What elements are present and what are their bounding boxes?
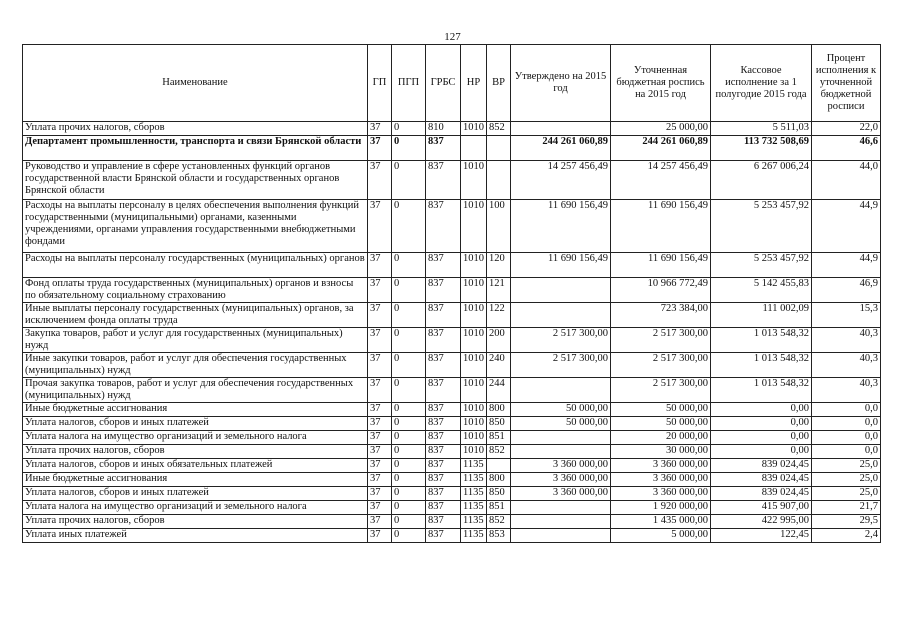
cell-cash: 5 142 455,83 [711, 278, 812, 303]
cell-vr: 850 [487, 487, 511, 501]
cell-vr: 852 [487, 515, 511, 529]
cell-percent: 21,7 [812, 501, 881, 515]
cell-name: Уплата налога на имущество организаций и земельного налога [23, 501, 368, 515]
cell-gp: 37 [368, 353, 392, 378]
cell-pgp: 0 [392, 417, 426, 431]
cell-name: Уплата налогов, сборов и иных обязательных платежей [23, 459, 368, 473]
header-gp: ГП [368, 45, 392, 122]
header-percent: Процент исполнения к уточненной бюджетной росписи [812, 45, 881, 122]
cell-refined: 723 384,00 [611, 303, 711, 328]
cell-np: 1010 [461, 303, 487, 328]
cell-pgp: 0 [392, 501, 426, 515]
cell-gp: 37 [368, 417, 392, 431]
cell-np [461, 136, 487, 161]
cell-percent: 46,9 [812, 278, 881, 303]
cell-gp: 37 [368, 253, 392, 278]
cell-name: Уплата иных платежей [23, 529, 368, 543]
cell-gp: 37 [368, 515, 392, 529]
cell-grbs: 837 [426, 487, 461, 501]
cell-vr: 240 [487, 353, 511, 378]
cell-percent: 0,0 [812, 431, 881, 445]
cell-approved: 244 261 060,89 [511, 136, 611, 161]
cell-refined: 2 517 300,00 [611, 328, 711, 353]
cell-approved [511, 303, 611, 328]
cell-grbs: 837 [426, 445, 461, 459]
cell-name: Департамент промышленности, транспорта и связи Брянской области [23, 136, 368, 161]
cell-name: Руководство и управление в сфере установленных функций органов государственной власти Брянской области и государственных органов Брянской области [23, 161, 368, 200]
cell-approved [511, 431, 611, 445]
cell-refined: 2 517 300,00 [611, 378, 711, 403]
cell-refined: 50 000,00 [611, 417, 711, 431]
cell-gp: 37 [368, 303, 392, 328]
cell-refined: 14 257 456,49 [611, 161, 711, 200]
cell-percent: 25,0 [812, 459, 881, 473]
cell-grbs: 837 [426, 161, 461, 200]
cell-cash: 5 511,03 [711, 122, 812, 136]
cell-cash: 839 024,45 [711, 459, 812, 473]
cell-percent: 2,4 [812, 529, 881, 543]
cell-percent: 0,0 [812, 417, 881, 431]
table-row [23, 445, 881, 459]
cell-cash: 839 024,45 [711, 487, 812, 501]
cell-name: Уплата налогов, сборов и иных платежей [23, 417, 368, 431]
cell-refined: 1 435 000,00 [611, 515, 711, 529]
cell-refined: 3 360 000,00 [611, 473, 711, 487]
cell-approved [511, 515, 611, 529]
cell-np: 1010 [461, 253, 487, 278]
cell-name: Уплата прочих налогов, сборов [23, 122, 368, 136]
cell-approved [511, 445, 611, 459]
cell-cash: 422 995,00 [711, 515, 812, 529]
cell-cash: 1 013 548,32 [711, 328, 812, 353]
cell-refined: 3 360 000,00 [611, 459, 711, 473]
cell-np: 1010 [461, 353, 487, 378]
table-row [23, 200, 881, 253]
cell-np: 1010 [461, 200, 487, 253]
cell-vr: 120 [487, 253, 511, 278]
cell-gp: 37 [368, 328, 392, 353]
cell-cash: 5 253 457,92 [711, 200, 812, 253]
cell-refined: 30 000,00 [611, 445, 711, 459]
cell-refined: 3 360 000,00 [611, 487, 711, 501]
cell-vr: 800 [487, 403, 511, 417]
table-row [23, 378, 881, 403]
cell-np: 1135 [461, 515, 487, 529]
cell-gp: 37 [368, 122, 392, 136]
cell-np: 1010 [461, 328, 487, 353]
cell-vr: 850 [487, 417, 511, 431]
cell-vr: 244 [487, 378, 511, 403]
cell-np: 1010 [461, 161, 487, 200]
cell-name: Уплата прочих налогов, сборов [23, 445, 368, 459]
header-row [23, 45, 881, 122]
table-row [23, 403, 881, 417]
cell-cash: 1 013 548,32 [711, 353, 812, 378]
cell-np: 1010 [461, 445, 487, 459]
cell-vr [487, 136, 511, 161]
cell-grbs: 837 [426, 353, 461, 378]
cell-gp: 37 [368, 403, 392, 417]
header-grbs: ГРБС [426, 45, 461, 122]
cell-approved [511, 501, 611, 515]
cell-percent: 25,0 [812, 487, 881, 501]
cell-np: 1135 [461, 473, 487, 487]
cell-vr: 100 [487, 200, 511, 253]
cell-percent: 29,5 [812, 515, 881, 529]
cell-grbs: 837 [426, 253, 461, 278]
cell-pgp: 0 [392, 303, 426, 328]
cell-gp: 37 [368, 378, 392, 403]
cell-pgp: 0 [392, 278, 426, 303]
cell-np: 1010 [461, 403, 487, 417]
cell-gp: 37 [368, 136, 392, 161]
cell-gp: 37 [368, 529, 392, 543]
cell-pgp: 0 [392, 529, 426, 543]
header-cash: Кассовое исполнение за 1 полугодие 2015 года [711, 45, 812, 122]
table-row [23, 473, 881, 487]
cell-approved: 11 690 156,49 [511, 253, 611, 278]
cell-vr: 851 [487, 431, 511, 445]
cell-approved: 50 000,00 [511, 403, 611, 417]
cell-percent: 46,6 [812, 136, 881, 161]
cell-name: Закупка товаров, работ и услуг для государственных (муниципальных) нужд [23, 328, 368, 353]
cell-percent: 0,0 [812, 403, 881, 417]
cell-gp: 37 [368, 161, 392, 200]
cell-gp: 37 [368, 200, 392, 253]
cell-np: 1010 [461, 278, 487, 303]
cell-percent: 44,9 [812, 253, 881, 278]
cell-grbs: 837 [426, 403, 461, 417]
cell-approved [511, 378, 611, 403]
cell-gp: 37 [368, 445, 392, 459]
header-vr: ВР [487, 45, 511, 122]
cell-pgp: 0 [392, 122, 426, 136]
cell-approved: 50 000,00 [511, 417, 611, 431]
cell-pgp: 0 [392, 515, 426, 529]
table-row [23, 122, 881, 136]
cell-pgp: 0 [392, 445, 426, 459]
cell-name: Иные бюджетные ассигнования [23, 403, 368, 417]
cell-percent: 40,3 [812, 353, 881, 378]
cell-approved: 14 257 456,49 [511, 161, 611, 200]
cell-refined: 11 690 156,49 [611, 200, 711, 253]
cell-cash: 113 732 508,69 [711, 136, 812, 161]
cell-refined: 11 690 156,49 [611, 253, 711, 278]
table-row [23, 529, 881, 543]
cell-vr: 852 [487, 122, 511, 136]
cell-grbs: 837 [426, 529, 461, 543]
cell-refined: 10 966 772,49 [611, 278, 711, 303]
cell-cash: 415 907,00 [711, 501, 812, 515]
cell-name: Иные бюджетные ассигнования [23, 473, 368, 487]
cell-grbs: 837 [426, 200, 461, 253]
table-row [23, 328, 881, 353]
cell-name: Расходы на выплаты персоналу государственных (муниципальных) органов [23, 253, 368, 278]
cell-cash: 0,00 [711, 403, 812, 417]
cell-vr [487, 459, 511, 473]
table-row [23, 161, 881, 200]
cell-refined: 2 517 300,00 [611, 353, 711, 378]
cell-refined: 5 000,00 [611, 529, 711, 543]
cell-grbs: 837 [426, 417, 461, 431]
cell-pgp: 0 [392, 161, 426, 200]
cell-pgp: 0 [392, 378, 426, 403]
cell-refined: 1 920 000,00 [611, 501, 711, 515]
table-row [23, 487, 881, 501]
cell-grbs: 837 [426, 303, 461, 328]
table-row [23, 431, 881, 445]
cell-grbs: 837 [426, 278, 461, 303]
cell-cash: 0,00 [711, 431, 812, 445]
cell-vr: 852 [487, 445, 511, 459]
page-number: 127 [444, 31, 461, 43]
cell-approved: 2 517 300,00 [511, 353, 611, 378]
cell-refined: 244 261 060,89 [611, 136, 711, 161]
cell-pgp: 0 [392, 353, 426, 378]
cell-pgp: 0 [392, 253, 426, 278]
cell-refined: 20 000,00 [611, 431, 711, 445]
cell-pgp: 0 [392, 403, 426, 417]
cell-grbs: 837 [426, 501, 461, 515]
cell-approved [511, 278, 611, 303]
cell-gp: 37 [368, 459, 392, 473]
table-row [23, 136, 881, 161]
budget-table [22, 44, 881, 543]
header-pgp: ПГП [392, 45, 426, 122]
cell-grbs: 810 [426, 122, 461, 136]
cell-np: 1010 [461, 431, 487, 445]
table-row [23, 253, 881, 278]
cell-cash: 6 267 006,24 [711, 161, 812, 200]
cell-grbs: 837 [426, 378, 461, 403]
header-approved: Утверждено на 2015 год [511, 45, 611, 122]
cell-np: 1135 [461, 529, 487, 543]
cell-refined: 25 000,00 [611, 122, 711, 136]
cell-vr: 851 [487, 501, 511, 515]
cell-percent: 0,0 [812, 445, 881, 459]
cell-grbs: 837 [426, 136, 461, 161]
cell-cash: 1 013 548,32 [711, 378, 812, 403]
cell-approved: 2 517 300,00 [511, 328, 611, 353]
cell-name: Прочая закупка товаров, работ и услуг для обеспечения государственных (муниципальных) нужд [23, 378, 368, 403]
table-row [23, 515, 881, 529]
cell-percent: 40,3 [812, 378, 881, 403]
cell-cash: 0,00 [711, 445, 812, 459]
cell-name: Уплата налогов, сборов и иных платежей [23, 487, 368, 501]
cell-np: 1135 [461, 487, 487, 501]
cell-cash: 122,45 [711, 529, 812, 543]
cell-percent: 22,0 [812, 122, 881, 136]
cell-cash: 0,00 [711, 417, 812, 431]
cell-np: 1010 [461, 417, 487, 431]
cell-percent: 15,3 [812, 303, 881, 328]
cell-approved [511, 122, 611, 136]
cell-grbs: 837 [426, 328, 461, 353]
cell-name: Уплата прочих налогов, сборов [23, 515, 368, 529]
cell-percent: 40,3 [812, 328, 881, 353]
table-row [23, 501, 881, 515]
cell-grbs: 837 [426, 459, 461, 473]
cell-approved: 3 360 000,00 [511, 459, 611, 473]
cell-np: 1135 [461, 501, 487, 515]
cell-pgp: 0 [392, 136, 426, 161]
cell-np: 1010 [461, 122, 487, 136]
table-body [23, 122, 881, 543]
cell-refined: 50 000,00 [611, 403, 711, 417]
header-refined: Уточненная бюджетная роспись на 2015 год [611, 45, 711, 122]
cell-pgp: 0 [392, 459, 426, 473]
cell-vr [487, 161, 511, 200]
cell-grbs: 837 [426, 473, 461, 487]
cell-gp: 37 [368, 473, 392, 487]
header-np: НР [461, 45, 487, 122]
cell-pgp: 0 [392, 473, 426, 487]
cell-percent: 44,0 [812, 161, 881, 200]
cell-vr: 122 [487, 303, 511, 328]
cell-vr: 853 [487, 529, 511, 543]
cell-percent: 44,9 [812, 200, 881, 253]
cell-pgp: 0 [392, 431, 426, 445]
table-row [23, 303, 881, 328]
cell-pgp: 0 [392, 487, 426, 501]
cell-vr: 800 [487, 473, 511, 487]
cell-approved [511, 529, 611, 543]
table-row [23, 353, 881, 378]
cell-np: 1010 [461, 378, 487, 403]
cell-name: Уплата налога на имущество организаций и земельного налога [23, 431, 368, 445]
cell-gp: 37 [368, 431, 392, 445]
cell-name: Иные выплаты персоналу государственных (муниципальных) органов, за исключением фонда оплаты труда [23, 303, 368, 328]
cell-name: Иные закупки товаров, работ и услуг для обеспечения государственных (муниципальных) нужд [23, 353, 368, 378]
cell-pgp: 0 [392, 200, 426, 253]
cell-vr: 121 [487, 278, 511, 303]
cell-name: Расходы на выплаты персоналу в целях обеспечения выполнения функций государственными (муниципальными) органами, казенными учреждениями, органами управления государственными внебюджетными фондами [23, 200, 368, 253]
cell-cash: 111 002,09 [711, 303, 812, 328]
cell-cash: 5 253 457,92 [711, 253, 812, 278]
table-row [23, 278, 881, 303]
cell-approved: 3 360 000,00 [511, 487, 611, 501]
cell-vr: 200 [487, 328, 511, 353]
cell-name: Фонд оплаты труда государственных (муниципальных) органов и взносы по обязательному социальному страхованию [23, 278, 368, 303]
header-name: Наименование [23, 45, 368, 122]
cell-approved: 11 690 156,49 [511, 200, 611, 253]
table-row [23, 459, 881, 473]
cell-grbs: 837 [426, 515, 461, 529]
cell-gp: 37 [368, 501, 392, 515]
cell-pgp: 0 [392, 328, 426, 353]
cell-gp: 37 [368, 278, 392, 303]
cell-gp: 37 [368, 487, 392, 501]
cell-grbs: 837 [426, 431, 461, 445]
cell-np: 1135 [461, 459, 487, 473]
cell-approved: 3 360 000,00 [511, 473, 611, 487]
cell-cash: 839 024,45 [711, 473, 812, 487]
cell-percent: 25,0 [812, 473, 881, 487]
table-row [23, 417, 881, 431]
